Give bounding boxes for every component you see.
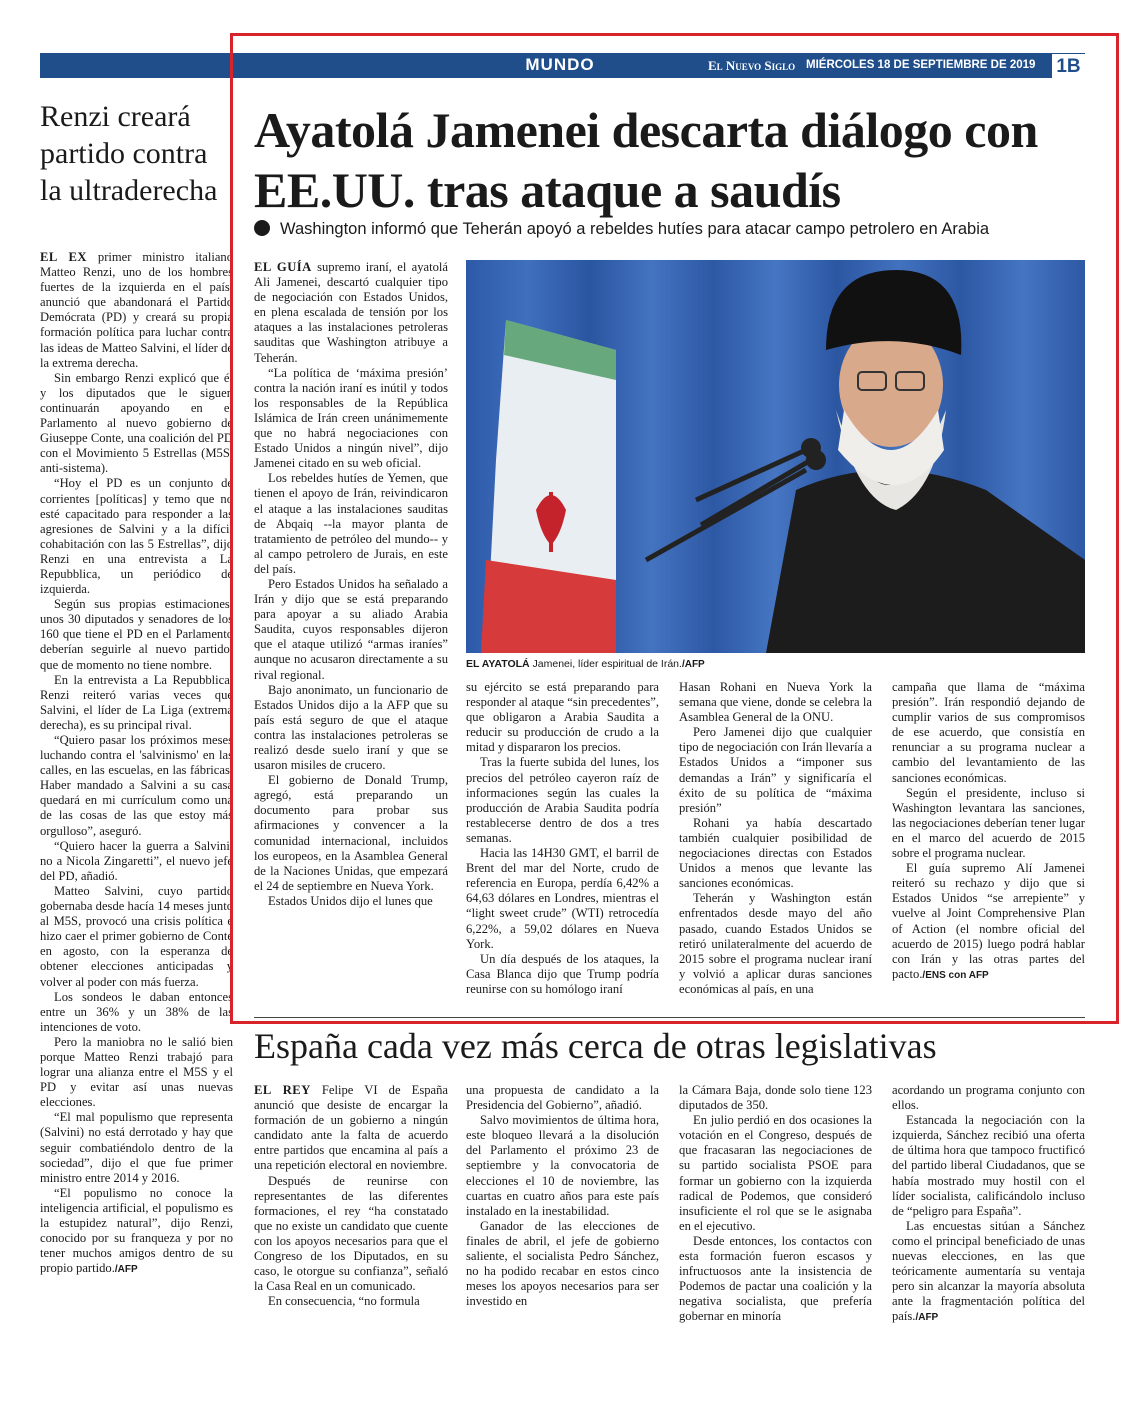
main-c3-p1: Pero Jamenei dijo que cualquier tipo de negociación con Irán llevaría a Estados Unidos a “imponer sus demandas a Irán” y significaría el éxito de su política de “máxima presión” — [679, 725, 872, 815]
main-subhead: Washington informó que Teherán apoyó a rebeldes hutíes para atacar campo petrolero en Arabia — [254, 220, 1094, 239]
left-p11: “El populismo no conoce la inteligencia artificial, el populismo es la estupidez natural”, dijo Renzi, conocido por su franqueza y por no tener muchos amigos dentro de su propio partido./AFP — [40, 1185, 233, 1276]
left-p2: “Hoy el PD es un conjunto de corrientes [políticas] y temo que no esté capacitado para responder a las agresiones de Salvini y a la difícil cohabitación con las 5 Estrellas”, dijo Renzi en una entrevista a La Repubblica, un periódico de izquierda. — [40, 476, 233, 597]
main-c3-p2: Rohani ya había descartado también cualquier posibilidad de negociaciones directas con Estados Unidos a menos que levante las sanciones económicas. — [679, 815, 872, 891]
sec-c2-p2: Ganador de las elecciones de finales de abril, el jefe de gobierno saliente, el socialista Pedro Sánchez, no ha podido recabar en estos cinco meses los apoyos necesarios para ser investido en — [466, 1218, 659, 1309]
main-p2: Los rebeldes hutíes de Yemen, que tienen el apoyo de Irán, reivindicaron el ataque a las instalaciones sauditas de Abqaiq --la mayor planta de tratamiento de petróleo del mundo-- y al campo petrolero de Jurais, en este del país. — [254, 471, 448, 576]
photo-credit: /AFP — [681, 659, 705, 670]
section-name: MUNDO — [525, 55, 595, 74]
second-column-1 — [254, 1083, 448, 1309]
left-p1: Sin embargo Renzi explicó que él y los diputados que le siguen continuarán apoyando en el Parlamento al nuevo gobierno de Giuseppe Conte, una coalición del PD con el Movimiento 5 Estrellas (M5S, anti-sistema). — [40, 370, 233, 476]
left-p6: “Quiero hacer la guerra a Salvini, no a Nicola Zingaretti”, el nuevo jefe del PD, añadió. — [40, 838, 233, 883]
sec-p0: EL REY Felipe VI de España anunció que desiste de encargar la formación de un gobierno a ningún candidato ante la falta de acuerdo entre partidos que encamina al país a una repetición electoral en noviembre. — [254, 1083, 448, 1173]
main-lead: EL GUÍA — [254, 260, 312, 274]
sec-c3-p0: la Cámara Baja, donde solo tiene 123 diputados de 350. — [679, 1083, 872, 1113]
second-column-3 — [679, 1083, 872, 1325]
left-p9: Pero la maniobra no le salió bien porque Matteo Renzi trabajó para lograr una alianza entre el M5S y el PD y evitar así unas nuevas elecciones. — [40, 1034, 233, 1110]
left-p10: “El mal populismo que representa (Salvini) no está derrotado y hay que seguir combatiéndolo dentro de la sociedad”, dijo el que fue primer ministro entre 2014 y 2016. — [40, 1110, 233, 1185]
caption-lead: EL AYATOLÁ — [466, 658, 530, 670]
main-c3-p0: Hasan Rohani en Nueva York la semana que viene, donde se celebra la Asamblea General de la ONU. — [679, 680, 872, 725]
main-c4-p0: campaña que llama de “máxima presión”. Irán respondió dejando de cumplir varios de sus compromisos de ese acuerdo, que consistía en renunciar a su programa nuclear a cambio del levantamiento de las sanciones económicas. — [892, 680, 1085, 785]
main-c4-p2: El guía supremo Alí Jamenei reiteró su rechazo y dijo que si Estados Unidos “se arrepiente” y vuelve al Joint Comprehensive Plan of Action (el nombre oficial del acuerdo de 2015) luego podrá hablar con Irán y las otras partes del pacto./ENS con AFP — [892, 861, 1085, 981]
main-c2-p3: Un día después de los ataques, la Casa Blanca dijo que Trump podría reunirse con su homólogo iraní — [466, 951, 659, 996]
main-credit: /ENS con AFP — [922, 969, 989, 981]
main-headline: Ayatolá Jamenei descarta diálogo con EE.UU. tras ataque a saudís — [254, 102, 1038, 218]
left-p7: Matteo Salvini, cuyo partido gobernaba desde hacía 14 meses junto al M5S, provocó una crisis política e hizo caer el primer gobierno de Conte en agosto, con la esperanza de obtener elecciones anticipadas y volver al poder con más fuerza. — [40, 883, 233, 989]
sec-p2: En consecuencia, “no formula — [268, 1294, 420, 1309]
page-number: 1B — [1052, 54, 1085, 79]
sec-c4-p1: Estancada la negociación con la izquierda, Sánchez recibió una oferta de última hora que tampoco fructificó del partido liberal Ciudadanos, que se había mostrado muy hostil con el líder socialista, calificándolo incluso de “peligro para España”. — [892, 1113, 1085, 1218]
second-column-4 — [892, 1083, 1085, 1326]
main-p5: El gobierno de Donald Trump, agregó, está preparando un documento para probar sus afirmaciones y convencer a la comunidad internacional, incluidos los europeos, en la Asamblea General de la Naciones Unidas, que empezará el 24 de septiembre en Nueva York. — [254, 773, 448, 893]
sec-c4-p0: acordando un programa conjunto con ellos. — [892, 1083, 1085, 1113]
second-lead: EL REY — [254, 1083, 311, 1097]
left-p4: En la entrevista a La Repubblica, Renzi reiteró varias veces que Salvini, el líder de La Liga (extrema derecha), es su principal rival. — [40, 672, 233, 732]
main-c4-p1: Según el presidente, incluso si Washington levantara las sanciones, las negociaciones deberían tener lugar en el marco del acuerdo de 2015 sobre el programa nuclear. — [892, 785, 1085, 861]
second-credit: /AFP — [915, 1312, 939, 1324]
second-column-2 — [466, 1083, 659, 1309]
left-p8: Los sondeos le daban entonces entre un 36% y un 38% de las intenciones de voto. — [40, 989, 233, 1034]
main-p4: Bajo anonimato, un funcionario de Estados Unidos dijo a la AFP que su país está seguro de que el ataque contra las instalaciones petroleras se realizó desde suelo iraní y que se usaron misiles de crucero. — [254, 682, 448, 773]
sec-c2-p1: Salvo movimientos de última hora, este bloqueo llevará a la disolución del Parlamento el próximo 23 de septiembre y la convocatoria de elecciones el 10 de noviembre, las cuartas en cuatro años para este país instalado en la inestabilidad. — [466, 1113, 659, 1218]
main-c3-p3: Teherán y Washington están enfrentados desde mayo del año pasado, cuando Estados Unidos se retiró unilateralmente del acuerdo de 2015 sobre el programa nuclear iraní y volvió a aplicar duras sanciones económicas al país, en una — [679, 891, 872, 996]
left-article-body — [40, 250, 233, 1350]
main-c2-p0: su ejército se está preparando para responder al ataque “sin precedentes”, que obligaron a Arabia Saudita a reducir su producción de crudo a la mitad y dispararon los precios. — [466, 680, 659, 755]
left-article-title: Renzi creará partido contra la ultraderecha — [40, 100, 218, 207]
sec-c2-p0: una propuesta de candidato a la Presidencia del Gobierno”, añadió. — [466, 1083, 659, 1113]
left-lead: EL EX — [40, 250, 87, 264]
sec-c4-p2: Las encuestas sitúan a Sánchez como el principal beneficiado de unas nuevas elecciones, en las que teóricamente aumentaría su ventaja pero sin alcanzar la mayoría absoluta ante la fragmentación política del país./AFP — [892, 1218, 1085, 1324]
left-p3: Según sus propias estimaciones, unos 30 diputados y senadores de los 160 que tiene el PD en el Parlamento deberían seguirle al nuevo partido, que de momento no tiene nombre. — [40, 597, 233, 672]
issue-date: MIÉRCOLES 18 DE SEPTIEMBRE DE 2019 — [806, 59, 1036, 71]
left-p5: “Quiero pasar los próximos meses luchando contra el 'salvinismo' en las calles, en las escuelas, en las fábricas. Haber mandado a Salvini a su casa quedará en mi currículum como una de las cosas de las que estoy más orgulloso”, aseguró. — [40, 733, 233, 838]
main-p6: Estados Unidos dijo el lunes que — [268, 893, 433, 908]
sec-c3-p2: Desde entonces, los contactos con esta formación fueron escasos y infructuosos ante la insistencia de Podemos de pactar una coalición y la negativa socialista, que prefería gobernar en minoría — [679, 1233, 872, 1324]
second-headline: España cada vez más cerca de otras legislativas — [254, 1026, 937, 1066]
left-p0: EL EX primer ministro italiano Matteo Renzi, uno de los hombres fuertes de la izquierda en el país, anunció que abandonará el Partido Demócrata (PD) y creará su propia formación política para luchar contra las ideas de Matteo Salvini, el líder de la extrema derecha. — [40, 250, 233, 370]
main-c2-p1: Tras la fuerte subida del lunes, los precios del petróleo cayeron raíz de informaciones según las cuales la producción de Arabia Saudita podría restablecerse dentro de dos a tres semanas. — [466, 755, 659, 845]
sec-c3-p1: En julio perdió en dos ocasiones la votación en el Congreso, después de que fracasaran las negociaciones de su partido socialista PSOE para formar un gobierno con la izquierda radical de Podemos, que consideró insuficiente el rol que se le asignaba en el ejecutivo. — [679, 1113, 872, 1233]
left-credit: /AFP — [114, 1264, 138, 1276]
main-p3: Pero Estados Unidos ha señalado a Irán y dijo que se está preparando para apoyar a su aliado Arabia Saudita, cuyos responsables dijeron que el ataque utilizó “armas iraníes” aunque no acusaron directamente a su rival regional. — [254, 576, 448, 682]
main-p1: “La política de ‘máxima presión’ contra la nación iraní es inútil y todos los responsables de la República Islámica de Irán creen unánimemente que no habrá negociaciones con Estado Unidos a ningún nivel”, dijo Jamenei citado en su web oficial. — [254, 365, 448, 471]
sec-p1: Después de reunirse con representantes de las diferentes formaciones, el rey “ha constatado que no existe un candidato que cuente con los apoyos necesarios para que el Congreso de los Diputados, en su caso, le otorgue su confianza”, señaló la Casa Real en un comunicado. — [254, 1173, 448, 1294]
photo-caption: EL AYATOLÁ Jamenei, líder espiritual de Irán./AFP — [466, 658, 705, 670]
newspaper-name: El Nuevo Siglo — [708, 58, 796, 73]
highlight-frame — [230, 33, 1119, 1024]
main-p0: EL GUÍA supremo iraní, el ayatolá Ali Jamenei, descartó cualquier tipo de negociación con Estados Unidos, en plena escalada de tensión por los ataques a las instalaciones petroleras sauditas que Washington atribuye a Teherán. — [254, 260, 448, 365]
main-c2-p2: Hacia las 14H30 GMT, el barril de Brent del mar del Norte, crudo de referencia en Europa, perdía 6,42% a 64,63 dólares en Londres, mientras el “light sweet crude” (WTI) retrocedía 6,22%, a 59,02 dólares en Nueva York. — [466, 846, 659, 951]
